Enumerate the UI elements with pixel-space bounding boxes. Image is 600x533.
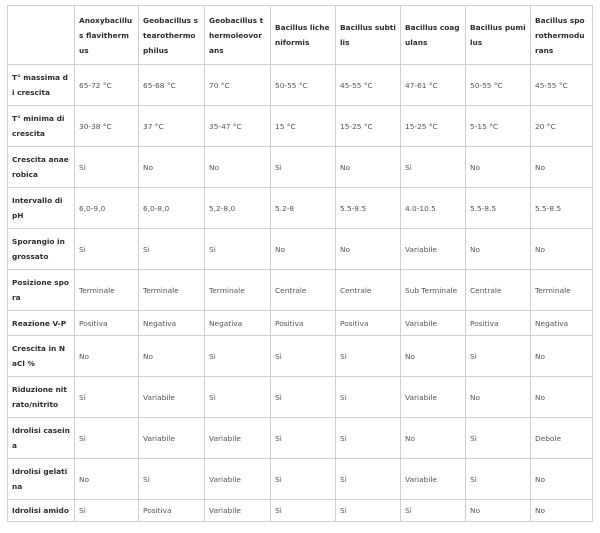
header-cell: Anoxybacillus flavithermus [75, 6, 139, 65]
table-cell: Sì [336, 500, 401, 522]
row-label: T° massima di crescita [8, 65, 75, 106]
table-row [8, 418, 593, 459]
table-cell: Positiva [139, 500, 205, 522]
table-cell: Debole [531, 418, 593, 459]
table-row [8, 106, 593, 147]
table-cell: Sì [271, 377, 336, 418]
table-cell: No [466, 147, 531, 188]
row-label: Reazione V-P [8, 311, 75, 336]
table-cell: Centrale [271, 270, 336, 311]
table-cell: Variabile [139, 418, 205, 459]
header-cell: Bacillus licheniformis [271, 6, 336, 65]
table-cell: 35-47 °C [205, 106, 271, 147]
table-cell: 5.5-8.5 [336, 188, 401, 229]
table-cell: Terminale [139, 270, 205, 311]
header-cell: Bacillus coagulans [401, 6, 466, 65]
table-cell: 20 °C [531, 106, 593, 147]
table-cell: 65-68 °C [139, 65, 205, 106]
row-label: Intervallo di pH [8, 188, 75, 229]
row-label: Idrolisi gelatina [8, 459, 75, 500]
row-label: Idrolisi amido [8, 500, 75, 522]
table-cell: Variabile [401, 459, 466, 500]
table-cell: Sì [336, 377, 401, 418]
table-cell: No [139, 336, 205, 377]
table-cell: 5.2-8 [271, 188, 336, 229]
table-cell: No [466, 500, 531, 522]
table-cell: Sì [205, 229, 271, 270]
table-cell: No [401, 418, 466, 459]
table-cell: 6,0-8,0 [139, 188, 205, 229]
table-cell: Positiva [466, 311, 531, 336]
table-cell: Sì [75, 147, 139, 188]
table-cell: 5.5-8.5 [531, 188, 593, 229]
header-cell-empty [8, 6, 75, 65]
table-cell: Sì [271, 459, 336, 500]
table-cell: 50-55 °C [466, 65, 531, 106]
table-cell: 65-72 °C [75, 65, 139, 106]
table-cell: 30-38 °C [75, 106, 139, 147]
table-cell: Sì [466, 459, 531, 500]
table-cell: Centrale [466, 270, 531, 311]
table-cell: 15 °C [271, 106, 336, 147]
table-cell: Variabile [401, 311, 466, 336]
row-label: Sporangio ingrossato [8, 229, 75, 270]
table-cell: 45-55 °C [531, 65, 593, 106]
table-row [8, 229, 593, 270]
table-cell: Sì [336, 418, 401, 459]
table-cell: Terminale [531, 270, 593, 311]
table-cell: No [531, 459, 593, 500]
row-label: Riduzione nitrato/nitrito [8, 377, 75, 418]
table-cell: No [531, 377, 593, 418]
table-header-row [8, 6, 593, 65]
table-row [8, 311, 593, 336]
row-label: T° minima di crescita [8, 106, 75, 147]
table-cell: Terminale [75, 270, 139, 311]
table-cell: Sì [205, 377, 271, 418]
table-cell: No [75, 459, 139, 500]
table-row [8, 147, 593, 188]
table-cell: 5,2-8,0 [205, 188, 271, 229]
header-cell: Geobacillus stearothermophilus [139, 6, 205, 65]
table-cell: Variabile [401, 229, 466, 270]
table-cell: 4.0-10.5 [401, 188, 466, 229]
table-cell: No [531, 500, 593, 522]
table-container [7, 5, 593, 522]
header-cell: Bacillus sporothermodurans [531, 6, 593, 65]
table-cell: 47-61 °C [401, 65, 466, 106]
table-cell: 37 °C [139, 106, 205, 147]
table-cell: 6,0-9,0 [75, 188, 139, 229]
header-cell: Geobacillus thermoleovorans [205, 6, 271, 65]
table-cell: Sì [401, 500, 466, 522]
table-cell: Sì [466, 418, 531, 459]
table-cell: Variabile [139, 377, 205, 418]
bacillus-comparison-table [7, 5, 593, 522]
table-cell: Variabile [205, 459, 271, 500]
table-cell: Sì [75, 500, 139, 522]
table-cell: Terminale [205, 270, 271, 311]
table-cell: Sì [205, 336, 271, 377]
table-cell: Positiva [336, 311, 401, 336]
table-cell: Centrale [336, 270, 401, 311]
table-cell: Sì [75, 377, 139, 418]
row-label: Crescita anaerobica [8, 147, 75, 188]
table-cell: No [466, 377, 531, 418]
header-cell: Bacillus subtilis [336, 6, 401, 65]
table-cell: No [531, 229, 593, 270]
table-cell: No [271, 229, 336, 270]
row-label: Crescita in NaCl % [8, 336, 75, 377]
table-cell: 50-55 °C [271, 65, 336, 106]
table-row [8, 65, 593, 106]
table-row [8, 377, 593, 418]
table-cell: Sì [271, 147, 336, 188]
row-label: Idrolisi caseina [8, 418, 75, 459]
table-row [8, 188, 593, 229]
table-cell: Positiva [75, 311, 139, 336]
table-cell: No [531, 336, 593, 377]
table-cell: 15-25 °C [336, 106, 401, 147]
table-cell: 5-15 °C [466, 106, 531, 147]
table-cell: 70 °C [205, 65, 271, 106]
table-cell: Sì [336, 459, 401, 500]
table-cell: Sì [336, 336, 401, 377]
table-cell: No [401, 336, 466, 377]
table-cell: No [75, 336, 139, 377]
table-cell: Negativa [139, 311, 205, 336]
table-cell: Sì [75, 418, 139, 459]
table-cell: 45-55 °C [336, 65, 401, 106]
table-cell: Variabile [401, 377, 466, 418]
table-cell: Sì [271, 336, 336, 377]
table-cell: Sì [271, 418, 336, 459]
table-cell: Sì [75, 229, 139, 270]
table-cell: Variabile [205, 418, 271, 459]
table-row [8, 270, 593, 311]
table-cell: No [466, 229, 531, 270]
table-row [8, 336, 593, 377]
table-cell: 15-25 °C [401, 106, 466, 147]
header-cell: Bacillus pumilus [466, 6, 531, 65]
table-cell: Sì [271, 500, 336, 522]
table-cell: Variabile [205, 500, 271, 522]
table-cell: No [531, 147, 593, 188]
row-label: Posizione spora [8, 270, 75, 311]
table-row [8, 459, 593, 500]
table-cell: Sì [401, 147, 466, 188]
table-cell: No [336, 229, 401, 270]
table-cell: Negativa [205, 311, 271, 336]
table-row [8, 500, 593, 522]
table-cell: No [139, 147, 205, 188]
table-cell: Sì [139, 459, 205, 500]
table-cell: Sì [139, 229, 205, 270]
table-cell: 5.5-8.5 [466, 188, 531, 229]
table-cell: Positiva [271, 311, 336, 336]
table-cell: No [336, 147, 401, 188]
table-cell: Negativa [531, 311, 593, 336]
table-cell: No [205, 147, 271, 188]
table-cell: Sì [466, 336, 531, 377]
table-cell: Sub Terminale [401, 270, 466, 311]
